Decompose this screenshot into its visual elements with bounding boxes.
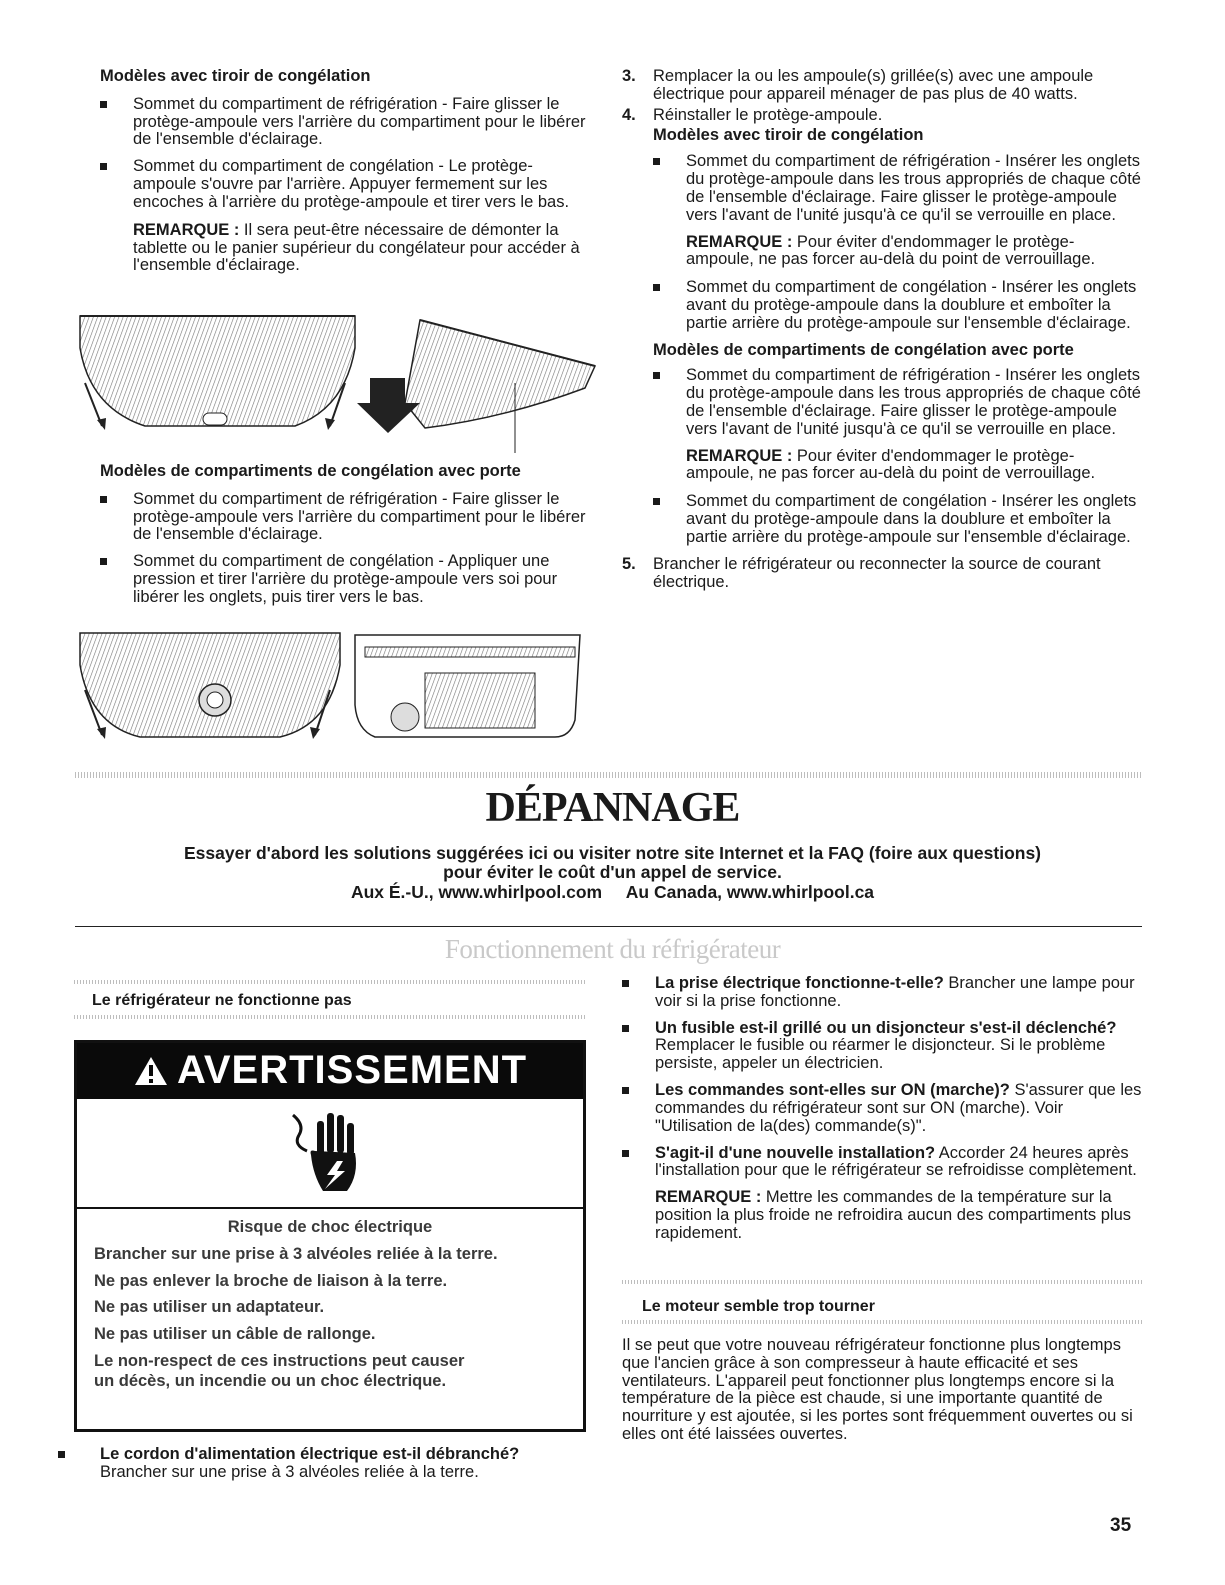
right-top-column — [622, 68, 1142, 594]
step-number: 5. — [622, 554, 636, 573]
note — [653, 234, 1142, 270]
bullet-text: Sommet du compartiment de congélation - Insérer les onglets avant du protège-ampoule dans la doublure et emboîter la partie arrière du protège-ampoule sur l'ensemble d'éclairage. — [686, 278, 1137, 332]
bullet-square-icon — [100, 163, 107, 170]
note — [653, 448, 1142, 484]
electric-shock-area — [77, 1099, 583, 1209]
left-top-column — [100, 68, 595, 285]
subhead-rule-bottom — [622, 1320, 1142, 1324]
right-list-1 — [622, 153, 1142, 332]
step-4 — [622, 107, 1142, 125]
lamp-cover-drawer-diagram — [75, 308, 600, 458]
subsection-title: Fonctionnement du réfrigérateur — [444, 934, 781, 964]
electric-shock-hand-icon — [285, 1105, 375, 1201]
bullet-text: Sommet du compartiment de congélation - Appliquer une pression et tirer l'arrière du protège-ampoule vers soi pour libérer les onglets, puis tirer vers le bas. — [133, 552, 558, 606]
right-bottom-column — [622, 975, 1142, 1253]
note-text: Pour éviter d'endommager le protège-ampoule, ne pas forcer au-delà du point de verrouillage. — [686, 232, 1096, 269]
bullet-text: Sommet du compartiment de congélation - Le protège-ampoule s'ouvre par l'arrière. Appuyer fermement sur les encoches à l'arrière du protège-ampoule et tirer vers le bas. — [133, 157, 570, 211]
note-label: REMARQUE : — [686, 232, 793, 251]
note-text: Il sera peut-être nécessaire de démonter la tablette ou le panier supérieur du congélateur pour accéder à l'ensemble d'éclairage. — [133, 220, 580, 275]
warning-line-hazard: Risque de choc électrique — [227, 1218, 433, 1236]
list-item — [653, 367, 1142, 438]
bullet-text: Sommet du compartiment de réfrigération - Insérer les onglets du protège-ampoule dans les trous appropriés de chaque côté de l'ensemble d'éclairage. Faire glisser le protège-ampoule vers l'avant de l'unité jusqu'à ce qu'il se verrouille en place. — [686, 152, 1141, 224]
list-item — [622, 1145, 1142, 1181]
question: S'agit-il d'une nouvelle installation? — [655, 1143, 936, 1162]
question: Le cordon d'alimentation électrique est-il débranché? — [100, 1445, 520, 1463]
bullet-square-icon — [622, 1087, 629, 1094]
warning-line: Ne pas utiliser un câble de rallonge. — [94, 1325, 376, 1344]
intro-line-2: pour éviter le coût d'un appel de service. — [443, 862, 782, 883]
note — [100, 222, 595, 275]
step-text: Brancher le réfrigérateur ou reconnecter la source de courant électrique. — [653, 554, 1101, 591]
list-item — [100, 96, 595, 149]
rule — [75, 926, 1142, 927]
bullet-square-icon — [653, 284, 660, 291]
question: La prise électrique fonctionne-t-elle? — [655, 974, 944, 992]
note-label: REMARQUE : — [133, 220, 240, 239]
list-item — [622, 1082, 1142, 1135]
list-item — [100, 158, 595, 211]
warning-title: AVERTISSEMENT — [176, 1048, 528, 1093]
answer: Remplacer le fusible ou réarmer le disjoncteur. Si le problème persiste, appeler un électricien. — [655, 1036, 1106, 1073]
bullet-square-icon — [653, 498, 660, 505]
bullet-square-icon — [100, 101, 107, 108]
note-label: REMARQUE : — [686, 446, 793, 465]
bullet-square-icon — [100, 496, 107, 503]
list-item — [100, 491, 595, 544]
note-text: Pour éviter d'endommager le protège-ampoule, ne pas forcer au-delà du point de verrouillage. — [686, 446, 1096, 483]
bullet-square-icon — [653, 158, 660, 165]
page-number: 35 — [1110, 1515, 1132, 1536]
note-text: Mettre les commandes de la température sur la position la plus froide ne refroidira aucun des compartiments plus rapidement. — [655, 1188, 1132, 1242]
right-list-2 — [622, 367, 1142, 546]
warning-line: Le non-respect de ces instructions peut causer — [94, 1352, 465, 1371]
warning-line: un décès, un incendie ou un choc électrique. — [94, 1371, 447, 1390]
bullet-square-icon — [622, 980, 629, 987]
question: Un fusible est-il grillé ou un disjoncteur s'est-il déclenché? — [655, 1018, 1117, 1037]
bullet-text: Sommet du compartiment de réfrigération - Faire glisser le protège-ampoule vers l'arrière du compartiment pour le libérer de l'ensemble d'éclairage. — [133, 489, 586, 544]
intro-line-1: Essayer d'abord les solutions suggérées ici ou visiter notre site Internet et la FAQ (foire aux questions) — [183, 843, 1042, 863]
list-item — [100, 553, 595, 606]
step-3 — [622, 68, 1142, 104]
subhead-rule-top — [622, 1280, 1142, 1284]
step-text: Réinstaller le protège-ampoule. — [653, 105, 883, 124]
section-divider — [75, 772, 1142, 778]
intro-websites: Aux É.-U., www.whirlpool.com Au Canada, www.whirlpool.ca — [350, 881, 875, 902]
lamp-cover-door-diagram — [75, 625, 600, 775]
note-label: REMARQUE : — [655, 1188, 762, 1207]
bullet-square-icon — [100, 558, 107, 565]
subhead-rule-bottom — [74, 1015, 586, 1019]
light-shield-illustration-2 — [75, 625, 600, 775]
subhead-not-running: Le réfrigérateur ne fonctionne pas — [92, 992, 352, 1009]
bullet-text: Sommet du compartiment de congélation - Insérer les onglets avant du protège-ampoule dans la doublure et emboîter la partie arrière du protège-ampoule sur l'ensemble d'éclairage. — [686, 492, 1137, 546]
bullet-text: Sommet du compartiment de réfrigération - Insérer les onglets du protège-ampoule dans les trous appropriés de chaque côté de l'ensemble d'éclairage. Faire glisser le protège-ampoule vers l'avant de l'unité jusqu'à ce qu'il se verrouille en place. — [686, 366, 1141, 438]
bullet-square-icon — [653, 372, 660, 379]
step-number: 4. — [622, 105, 636, 124]
warning-box — [74, 1040, 586, 1432]
list-item — [622, 975, 1142, 1011]
list-item — [653, 279, 1142, 332]
bullet-square-icon — [622, 1150, 629, 1157]
step-number: 3. — [622, 67, 636, 85]
list-item — [58, 1446, 588, 1482]
question: Les commandes sont-elles sur ON (marche)? — [655, 1081, 1010, 1100]
warning-text — [77, 1209, 583, 1391]
left-bottom-bullet — [58, 1446, 588, 1491]
warning-triangle-icon — [133, 1055, 169, 1087]
warning-line: Ne pas utiliser un adaptateur. — [94, 1298, 325, 1317]
bullet-square-icon — [58, 1451, 65, 1458]
warning-line: Ne pas enlever la broche de liaison à la terre. — [94, 1271, 448, 1290]
subhead-motor-runs: Le moteur semble trop tourner — [642, 1298, 875, 1315]
note — [622, 1189, 1142, 1242]
left-top-column-2 — [100, 463, 595, 616]
answer: Accorder 24 heures après l'installation pour que le réfrigérateur se refroidisse complètement. — [655, 1143, 1137, 1180]
bullet-square-icon — [622, 1025, 629, 1032]
bullet-text: Sommet du compartiment de réfrigération - Faire glisser le protège-ampoule vers l'arrière du compartiment pour le libérer de l'ensemble d'éclairage. — [133, 94, 586, 149]
list-item — [653, 493, 1142, 546]
list-item — [622, 1020, 1142, 1073]
light-shield-illustration-1 — [75, 308, 600, 458]
answer: Brancher une lampe pour voir si la prise fonctionne. — [655, 974, 1135, 1010]
answer: Brancher sur une prise à 3 alvéoles reliée à la terre. — [100, 1462, 479, 1481]
heading-freezer-door: Modèles de compartiments de congélation avec porte — [100, 462, 521, 480]
step-5 — [622, 556, 1142, 592]
answer: S'assurer que les commandes du réfrigérateur sont sur ON (marche). Voir "Utilisation de la(des) commande(s)". — [655, 1081, 1142, 1135]
list-item — [653, 153, 1142, 224]
heading-freezer-door-right: Modèles de compartiments de congélation avec porte — [653, 340, 1074, 359]
motor-paragraph: Il se peut que votre nouveau réfrigérateur fonctionne plus longtemps que l'ancien grâce à son compresseur à haute efficacité et ses ventilateurs. L'appareil peut fonctionner plus longtemps encore si la température de la pièce est chaude, si une importante quantité de nourriture y est ajoutée, si les portes sont fréquemment ouvertes ou si elles ont été laissées ouvertes. — [622, 1336, 1133, 1444]
warning-line: Brancher sur une prise à 3 alvéoles reliée à la terre. — [94, 1244, 498, 1263]
step-text: Remplacer la ou les ampoule(s) grillée(s) avec une ampoule électrique pour appareil ménager de pas plus de 40 watts. — [653, 67, 1094, 103]
intro-text — [0, 844, 1225, 902]
warning-header — [77, 1043, 583, 1099]
heading-freezer-drawer: Modèles avec tiroir de congélation — [100, 67, 371, 85]
subhead-rule-top — [74, 980, 586, 984]
heading-freezer-drawer-right: Modèles avec tiroir de congélation — [653, 126, 924, 145]
page-title: DÉPANNAGE — [485, 785, 740, 831]
